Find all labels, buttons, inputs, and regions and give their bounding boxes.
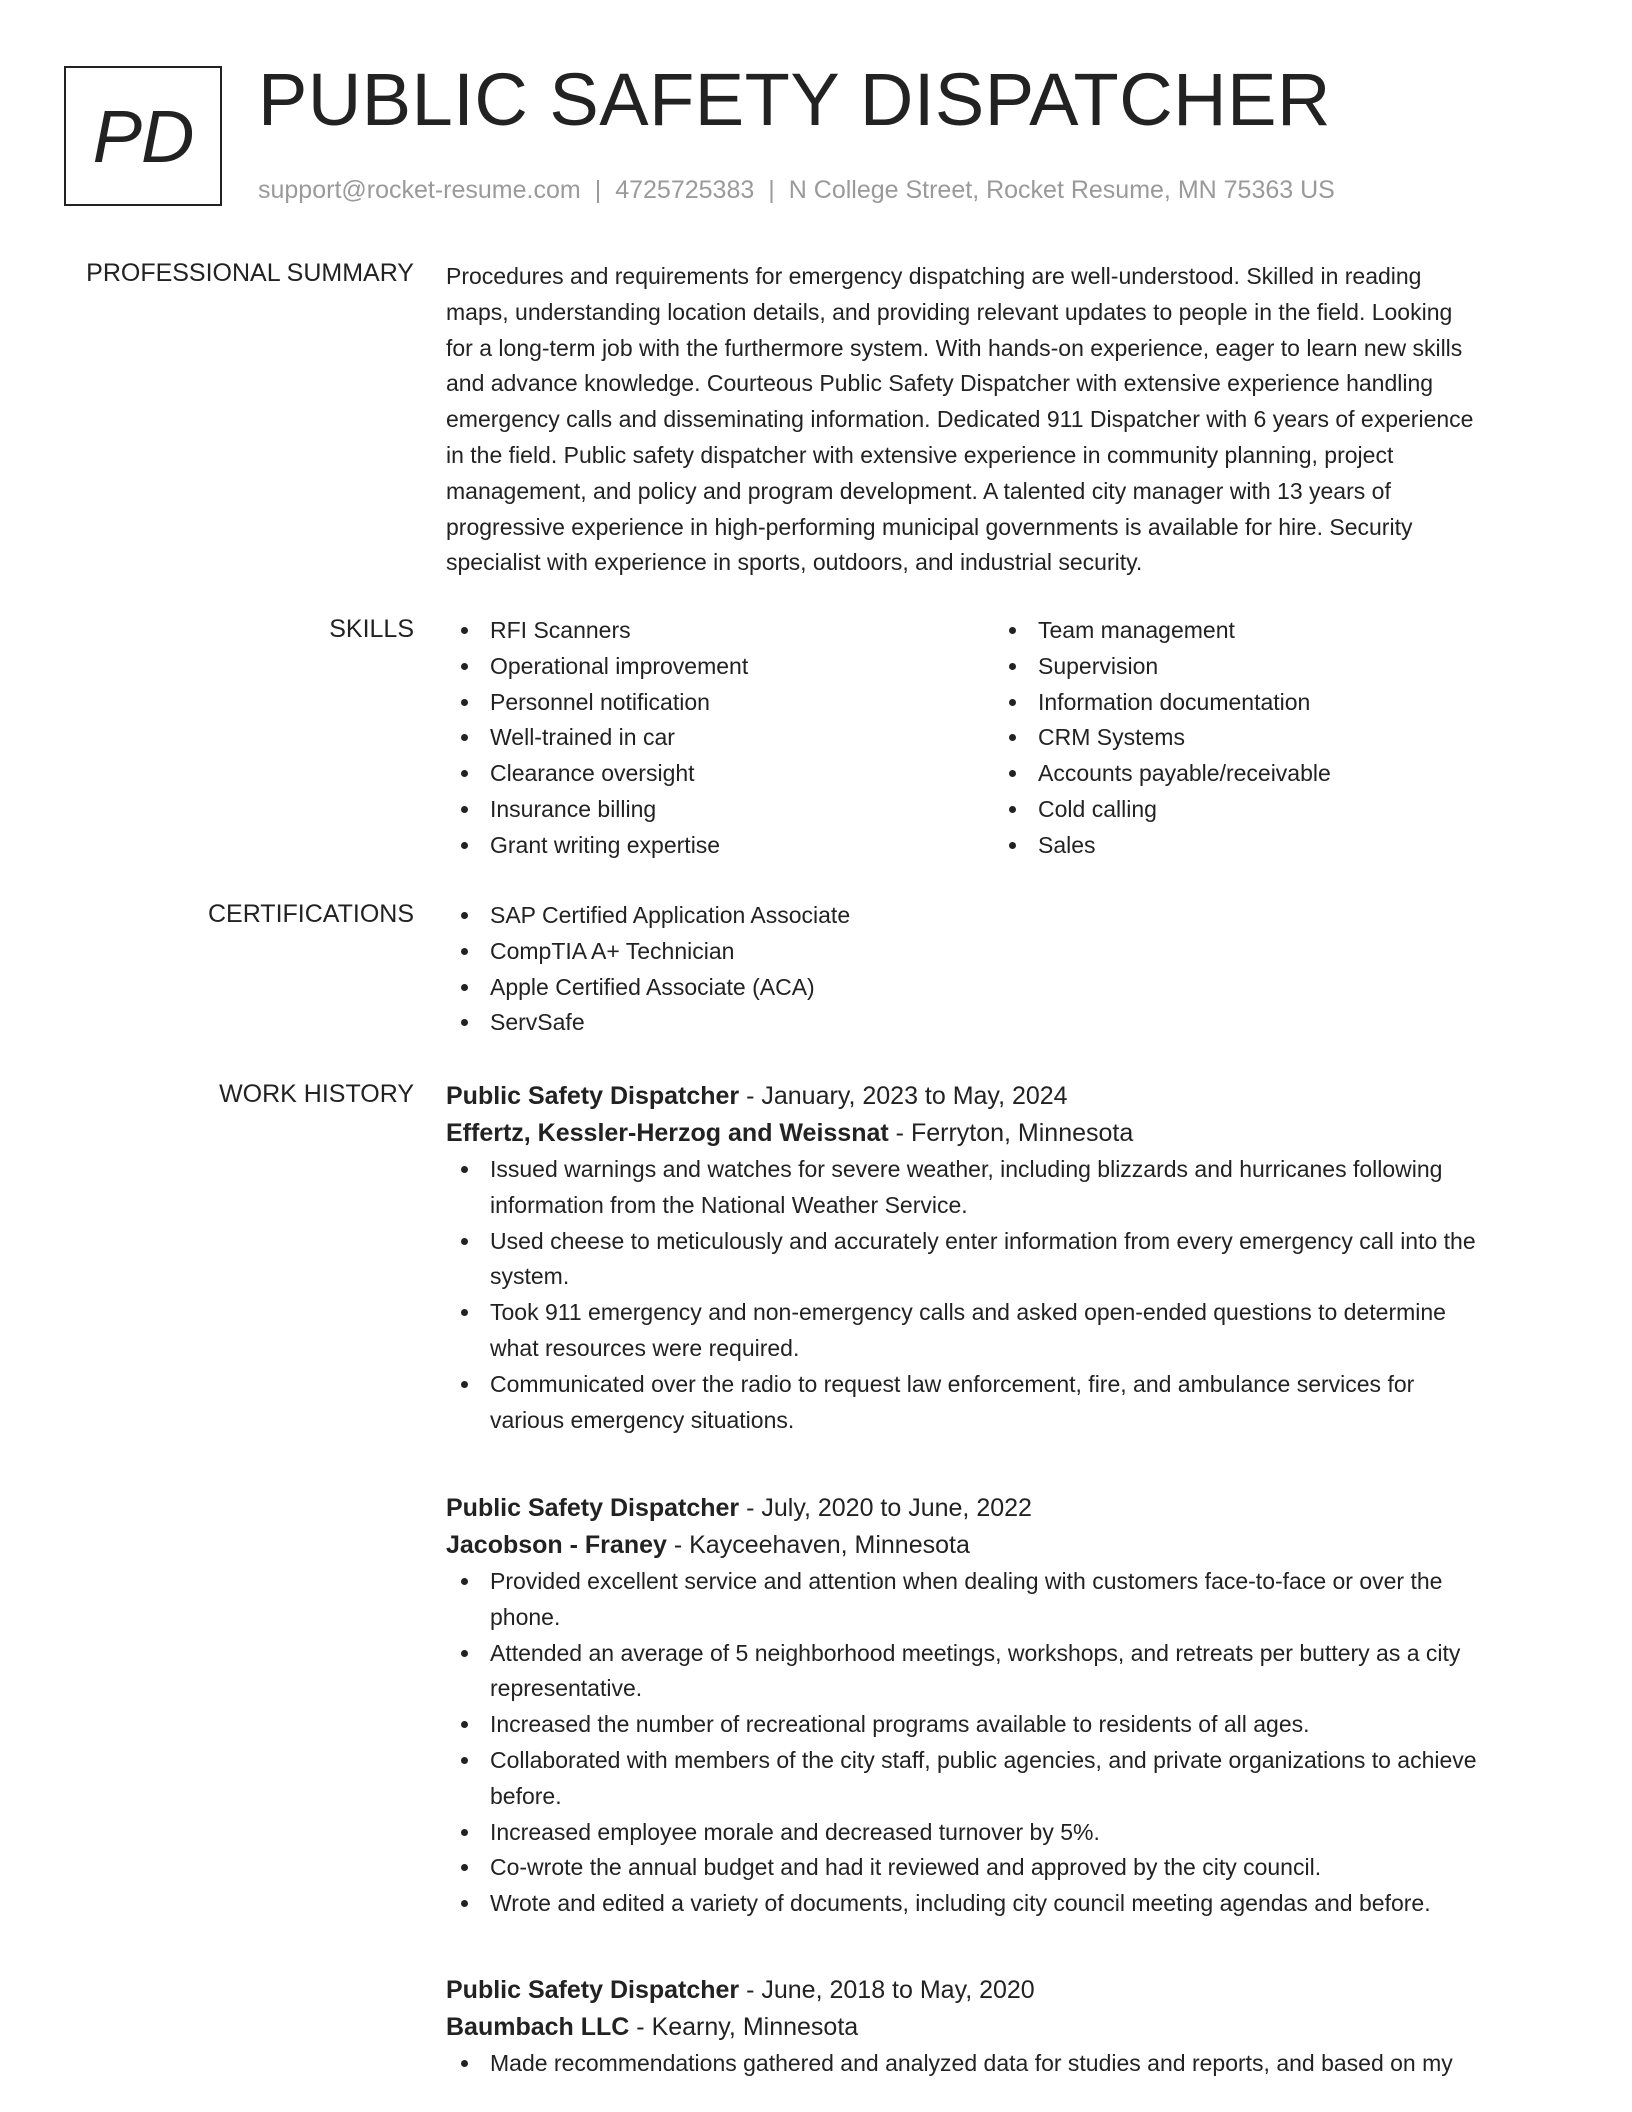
job-dash: - — [739, 1976, 762, 2004]
job-company-line — [446, 1115, 1564, 1152]
job-entry — [446, 1972, 1564, 2082]
job-dates: July, 2020 to June, 2022 — [761, 1494, 1032, 1522]
job-location: Ferryton, Minnesota — [910, 1119, 1134, 1147]
skill-item: Clearance oversight — [446, 756, 994, 792]
job-bullets — [446, 2046, 1564, 2082]
bullet-line: what resources were required. — [490, 1334, 800, 1361]
skills-list-left — [446, 613, 994, 864]
contact-separator: | — [594, 176, 602, 204]
job-bullet — [446, 2046, 1564, 2082]
job-dates: January, 2023 to May, 2024 — [761, 1082, 1068, 1110]
bullet-line: information from the National Weather Service. — [490, 1191, 968, 1218]
skill-item: Sales — [994, 828, 1542, 864]
job-bullet — [446, 1636, 1564, 1708]
job-company: Jacobson - Franey — [446, 1531, 667, 1559]
job-title-line — [446, 1972, 1564, 2009]
job-company-line — [446, 2009, 1564, 2046]
job-title: Public Safety Dispatcher — [446, 1082, 740, 1110]
job-bullet — [446, 1367, 1564, 1439]
certification-item: SAP Certified Application Associate — [446, 898, 1564, 934]
certification-item: CompTIA A+ Technician — [446, 934, 1564, 970]
section-heading-summary: PROFESSIONAL SUMMARY — [86, 259, 414, 287]
job-bullets — [446, 1564, 1564, 1922]
job-bullet — [446, 1564, 1564, 1636]
job-bullet — [446, 1815, 1564, 1851]
job-dash: - — [739, 1494, 762, 1522]
certifications-list — [446, 898, 1564, 1041]
job-bullets — [446, 1152, 1564, 1438]
summary-body — [446, 259, 1564, 581]
bullet-line: various emergency situations. — [490, 1406, 795, 1433]
job-company: Effertz, Kessler-Herzog and Weissnat — [446, 1119, 889, 1147]
bullet-line: phone. — [490, 1603, 561, 1630]
summary-line: progressive experience in high-performing municipal governments is available for hire. Security — [446, 513, 1413, 540]
skill-item: CRM Systems — [994, 720, 1542, 756]
job-bullet — [446, 1224, 1564, 1296]
bullet-line: Increased the number of recreational programs available to residents of all ages. — [490, 1711, 1310, 1738]
bullet-line: Provided excellent service and attention when dealing with customers face-to-face or over the — [490, 1568, 1443, 1594]
section-heading-work-history: WORK HISTORY — [219, 1080, 414, 1108]
bullet-line: Increased employee morale and decreased turnover by 5%. — [490, 1818, 1100, 1845]
skill-item: Well-trained in car — [446, 720, 994, 756]
skill-item: Supervision — [994, 649, 1542, 685]
bullet-line: Wrote and edited a variety of documents, including city council meeting agendas and before. — [490, 1890, 1431, 1917]
contact-line — [258, 175, 1335, 205]
summary-line: specialist with experience in sports, outdoors, and industrial security. — [446, 549, 1143, 576]
contact-phone: 4725725383 — [615, 176, 755, 204]
job-dash: - — [666, 1531, 690, 1559]
summary-line: and advance knowledge. Courteous Public Safety Dispatcher with extensive experience handling — [446, 370, 1434, 397]
skill-item: Team management — [994, 613, 1542, 649]
job-bullet — [446, 1850, 1564, 1886]
skill-item: Insurance billing — [446, 792, 994, 828]
summary-line: for a long-term job with the furthermore system. With hands-on experience, eager to learn new skills — [446, 334, 1463, 361]
job-entry — [446, 1078, 1564, 1438]
job-company-line — [446, 1527, 1564, 1564]
job-dash: - — [888, 1119, 911, 1147]
summary-text — [446, 259, 1564, 581]
bullet-line: Took 911 emergency and non-emergency calls and asked open-ended questions to determine — [490, 1299, 1446, 1326]
section-heading-certifications: CERTIFICATIONS — [207, 900, 414, 928]
job-title: Public Safety Dispatcher — [446, 1976, 740, 2004]
skill-item: Accounts payable/receivable — [994, 756, 1542, 792]
skills-body — [446, 613, 1564, 864]
bullet-line: Attended an average of 5 neighborhood meetings, workshops, and retreats per buttery as a city — [490, 1639, 1461, 1666]
bullet-line: before. — [490, 1782, 562, 1809]
contact-address: N College Street, Rocket Resume, MN 75363 US — [788, 176, 1335, 204]
job-dash: - — [739, 1082, 762, 1110]
candidate-name: PUBLIC SAFETY DISPATCHER — [258, 58, 1331, 141]
skill-item: Personnel notification — [446, 685, 994, 721]
skill-item: RFI Scanners — [446, 613, 994, 649]
monogram-logo: PD — [64, 66, 222, 206]
summary-line: management, and policy and program development. A talented city manager with 13 years of — [446, 477, 1391, 504]
skill-item: Cold calling — [994, 792, 1542, 828]
bullet-line: system. — [490, 1263, 570, 1290]
summary-line: in the field. Public safety dispatcher with extensive experience in community planning, project — [446, 441, 1394, 468]
skill-item: Operational improvement — [446, 649, 994, 685]
skill-item: Information documentation — [994, 685, 1542, 721]
section-heading-skills: SKILLS — [329, 615, 414, 643]
bullet-line: Used cheese to meticulously and accurately enter information from every emergency call into the — [490, 1227, 1476, 1254]
bullet-line: Co-wrote the annual budget and had it reviewed and approved by the city council. — [490, 1854, 1322, 1881]
work-history-body — [446, 1078, 1564, 2076]
certifications-body — [446, 898, 1564, 1041]
summary-line: emergency calls and disseminating information. Dedicated 911 Dispatcher with 6 years of experience — [446, 406, 1474, 433]
job-title: Public Safety Dispatcher — [446, 1494, 740, 1522]
summary-line: maps, understanding location details, and providing relevant updates to people in the field. Looking — [446, 298, 1453, 325]
job-dates: June, 2018 to May, 2020 — [761, 1976, 1035, 2004]
contact-separator: | — [768, 176, 775, 204]
bullet-line: Issued warnings and watches for severe weather, including blizzards and hurricanes following — [490, 1156, 1443, 1182]
contact-email: support@rocket-resume.com — [258, 176, 581, 204]
job-entry — [446, 1490, 1564, 1922]
bullet-line: representative. — [490, 1675, 643, 1702]
bullet-line: Communicated over the radio to request law enforcement, fire, and ambulance services for — [490, 1370, 1415, 1397]
job-bullet — [446, 1707, 1564, 1743]
certification-item: Apple Certified Associate (ACA) — [446, 970, 1564, 1006]
job-bullet — [446, 1152, 1564, 1224]
skills-list-right — [994, 613, 1542, 864]
bullet-line: Collaborated with members of the city staff, public agencies, and private organizations to achieve — [490, 1746, 1477, 1773]
job-location: Kearny, Minnesota — [651, 2013, 859, 2041]
job-location: Kayceehaven, Minnesota — [689, 1531, 970, 1559]
job-bullet — [446, 1886, 1564, 1922]
job-title-line — [446, 1490, 1564, 1527]
summary-line: Procedures and requirements for emergency dispatching are well-understood. Skilled in reading — [446, 263, 1422, 289]
skill-item: Grant writing expertise — [446, 828, 994, 864]
job-title-line — [446, 1078, 1564, 1115]
job-bullet — [446, 1743, 1564, 1815]
bullet-line: Made recommendations gathered and analyzed data for studies and reports, and based on my — [490, 2050, 1453, 2076]
job-bullet — [446, 1295, 1564, 1367]
certification-item: ServSafe — [446, 1005, 1564, 1041]
job-dash: - — [629, 2013, 652, 2041]
job-company: Baumbach LLC — [446, 2013, 630, 2041]
